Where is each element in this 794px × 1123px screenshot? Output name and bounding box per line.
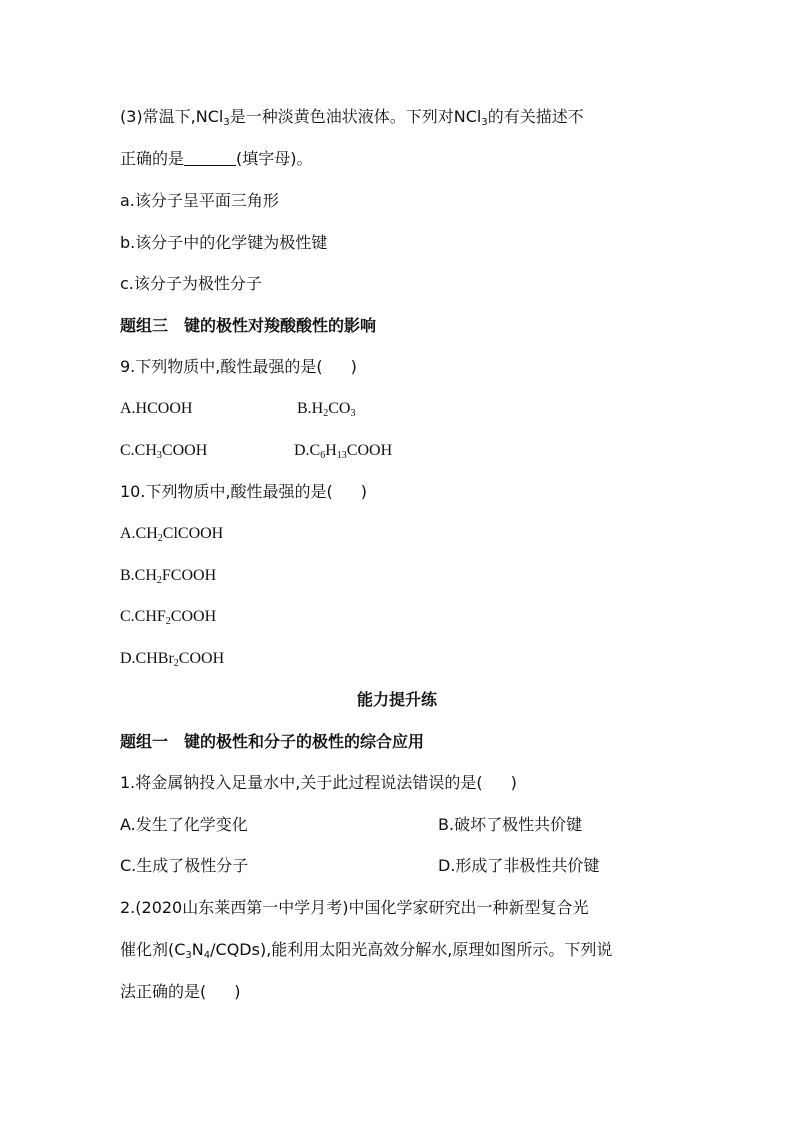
q9-option-b — [297, 399, 355, 419]
text: D.CHBr — [120, 650, 174, 667]
subscript: 2 — [156, 575, 162, 586]
group1-title: 题组一 键的极性和分子的极性的综合应用 — [120, 732, 425, 751]
text: COOH — [178, 650, 225, 667]
subscript: 3 — [481, 117, 488, 128]
q2-stem-line2 — [120, 940, 612, 960]
q9-option-c — [120, 441, 207, 461]
text: 10.下列物质中,酸性最强的是( — [120, 482, 333, 501]
text: /CQDs),能利用太阳光高效分解水,原理如图所示。下列说 — [210, 940, 613, 959]
text: COOH — [346, 442, 393, 459]
text: 的有关描述不 — [487, 107, 584, 126]
text: B.H — [297, 400, 324, 417]
text: 正确的是 — [120, 149, 185, 168]
q10-option-a — [120, 524, 223, 544]
q1-option-b: B.破坏了极性共价键 — [438, 815, 583, 834]
text: 催化剂(C — [120, 940, 186, 959]
subscript: 4 — [203, 950, 211, 961]
subscript: 3 — [223, 117, 230, 128]
subscript: 2 — [157, 533, 163, 544]
text: ) — [234, 982, 241, 1001]
q9-stem — [120, 357, 357, 377]
text: N — [191, 940, 204, 959]
q10-option-d — [120, 649, 224, 669]
section-title: 能力提升练 — [356, 690, 437, 709]
text: 9.下列物质中,酸性最强的是( — [120, 357, 323, 376]
subscript: 2 — [323, 408, 329, 419]
q1-stem — [120, 773, 517, 793]
text: ) — [350, 357, 357, 376]
text: ClCOOH — [162, 525, 224, 542]
text: CO — [328, 400, 351, 417]
text: COOH — [170, 608, 217, 625]
q9-option-a: A.HCOOH — [120, 400, 193, 417]
answer-blank[interactable] — [184, 151, 236, 166]
text: C.CH — [120, 442, 157, 459]
subscript: 3 — [185, 950, 192, 961]
text: FCOOH — [161, 567, 217, 584]
q10-stem — [120, 482, 367, 502]
subscript: 13 — [336, 450, 347, 461]
text: A.CH — [120, 525, 158, 542]
q3-stem-line1 — [120, 107, 584, 127]
text: H — [325, 442, 337, 459]
q3-option-c: c.该分子为极性分子 — [120, 274, 262, 293]
text: D.C — [294, 442, 321, 459]
q2-stem-line1: 2.(2020山东莱西第一中学月考)中国化学家研究出一种新型复合光 — [120, 898, 589, 917]
text: 是一种淡黄色油状液体。下列对NCl — [229, 107, 482, 126]
subscript: 3 — [156, 450, 162, 461]
group3-title: 题组三 键的极性对羧酸酸性的影响 — [120, 316, 377, 335]
q1-option-d: D.形成了非极性共价键 — [438, 856, 600, 875]
text: (3)常温下,NCl — [120, 107, 224, 126]
subscript: 2 — [173, 658, 179, 669]
q3-option-b: b.该分子中的化学键为极性键 — [120, 233, 328, 252]
text: C.CHF — [120, 608, 166, 625]
q10-option-b — [120, 566, 216, 586]
q1-option-a: A.发生了化学变化 — [120, 815, 248, 834]
subscript: 2 — [165, 616, 171, 627]
q10-option-c — [120, 607, 216, 627]
q9-option-d — [294, 441, 392, 461]
q3-option-a: a.该分子呈平面三角形 — [120, 191, 279, 210]
subscript: 3 — [350, 408, 356, 419]
text: COOH — [161, 442, 208, 459]
text: ) — [360, 482, 368, 501]
q2-stem-line3 — [120, 982, 241, 1002]
text: ) — [510, 773, 517, 792]
text: 法正确的是( — [120, 982, 207, 1001]
q3-stem-line2 — [120, 149, 313, 169]
text: (填字母)。 — [236, 149, 313, 168]
q1-option-c: C.生成了极性分子 — [120, 856, 249, 875]
subscript: 6 — [320, 450, 326, 461]
text: 1.将金属钠投入足量水中,关于此过程说法错误的是( — [120, 773, 483, 792]
text: B.CH — [120, 567, 157, 584]
